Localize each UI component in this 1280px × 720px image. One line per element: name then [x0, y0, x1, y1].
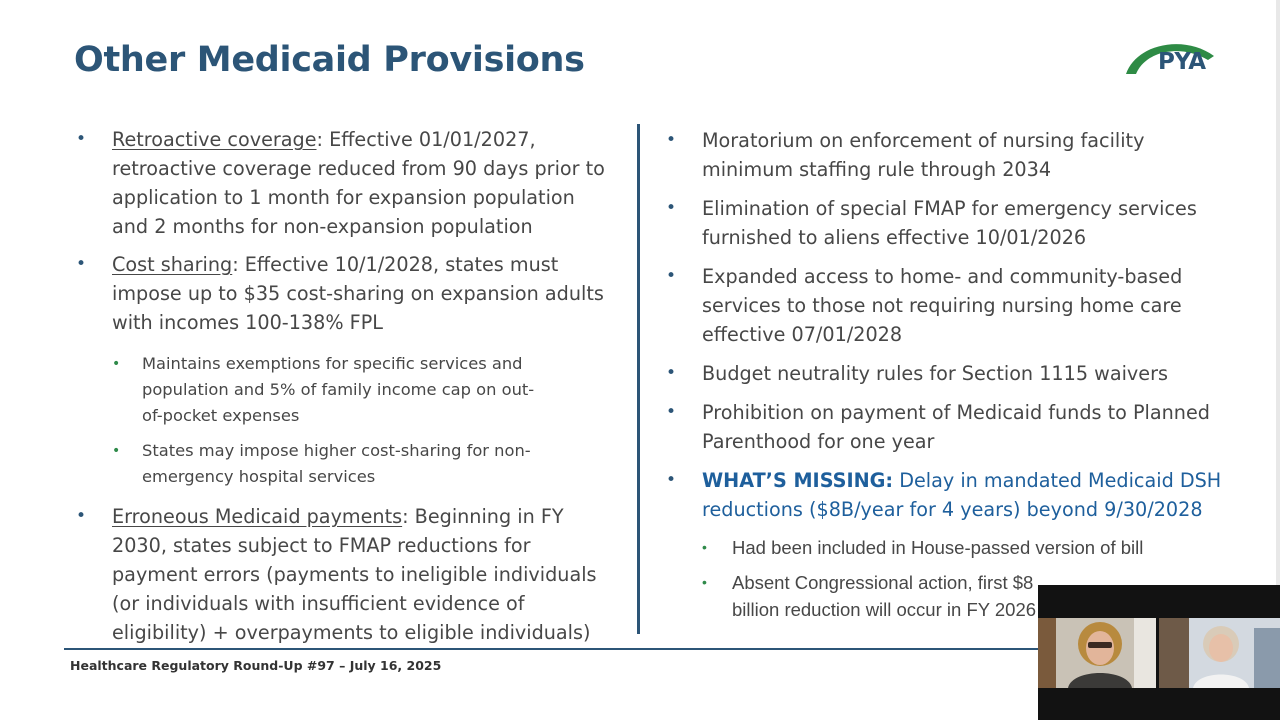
sub-item-text: Absent Congressional action, first $8 billion reduction will occur in FY 2026	[732, 572, 1037, 620]
slide-footer: Healthcare Regulatory Round-Up #97 – July 16, 2025	[70, 658, 442, 673]
item-label: Erroneous Medicaid payments	[112, 505, 403, 528]
footer-rule	[64, 648, 1038, 650]
list-item	[76, 125, 616, 241]
slide-title: Other Medicaid Provisions	[74, 40, 585, 80]
sub-item-text: Had been included in House-passed version of bill	[732, 537, 1144, 558]
item-text: : Effective 10/1/2028, states must impose up to $35 cost-sharing on expansion adults with incomes 100-138% FPL	[112, 253, 604, 334]
sub-bullet-icon: •	[702, 539, 707, 555]
bullet-icon: •	[666, 266, 677, 286]
item-text: Elimination of special FMAP for emergency services furnished to aliens effective 10/01/2026	[702, 197, 1197, 249]
logo-text: PYA	[1158, 49, 1206, 75]
bullet-icon: •	[76, 506, 87, 526]
bullet-icon: •	[666, 402, 677, 422]
bullet-icon: •	[76, 129, 87, 149]
video-call-overlay[interactable]	[1038, 585, 1280, 720]
sub-list-item	[702, 569, 1062, 623]
sub-bullet-icon: •	[112, 356, 121, 372]
item-text: Budget neutrality rules for Section 1115 waivers	[702, 362, 1168, 385]
sub-bullet-icon: •	[112, 443, 121, 459]
list-item	[76, 250, 616, 337]
item-text: Prohibition on payment of Medicaid funds to Planned Parenthood for one year	[702, 401, 1210, 453]
sub-list-item	[702, 534, 1226, 561]
list-item	[666, 126, 1226, 184]
item-text: : Beginning in FY 2030, states subject to FMAP reductions for payment errors (payments to ineligible individuals (or individuals with insufficient evidence of eligibility) + overpayments to eligible individuals)	[112, 505, 597, 644]
bullet-icon: •	[666, 198, 677, 218]
participant-tile[interactable]	[1038, 618, 1156, 688]
whats-missing-text: Delay in mandated Medicaid DSH reductions ($8B/year for 4 years) beyond 9/30/2028	[702, 469, 1222, 521]
bullet-icon: •	[666, 130, 677, 150]
participant-tile[interactable]	[1159, 618, 1280, 688]
list-item	[666, 262, 1226, 349]
video-participant-2-icon	[1159, 618, 1280, 688]
bullet-icon: •	[666, 363, 677, 383]
right-column	[666, 126, 1226, 631]
sub-item-text: Maintains exemptions for specific services and population and 5% of family income cap on out-of-pocket expenses	[142, 354, 535, 425]
item-label: Cost sharing	[112, 253, 233, 276]
list-item	[666, 194, 1226, 252]
video-participant-1-icon	[1038, 618, 1156, 688]
sub-list-item	[112, 438, 542, 490]
left-column	[76, 125, 616, 656]
bullet-icon: •	[76, 254, 87, 274]
whats-missing-label: WHAT’S MISSING:	[702, 469, 894, 492]
list-item	[666, 398, 1226, 456]
column-divider	[637, 124, 640, 634]
item-text: Moratorium on enforcement of nursing facility minimum staffing rule through 2034	[702, 129, 1145, 181]
sub-bullet-icon: •	[702, 574, 707, 590]
item-text: Expanded access to home- and community-based services to those not requiring nursing home care effective 07/01/2028	[702, 265, 1183, 346]
item-label: Retroactive coverage	[112, 128, 317, 151]
whats-missing-item	[666, 466, 1226, 524]
item-text: : Effective 01/01/2027, retroactive coverage reduced from 90 days prior to application to 1 month for expansion population and 2 months for non-expansion population	[112, 128, 605, 238]
list-item	[76, 502, 616, 647]
list-item	[666, 359, 1226, 388]
bullet-icon: •	[666, 470, 677, 490]
sub-list-item	[112, 351, 542, 429]
sub-item-text: States may impose higher cost-sharing for non-emergency hospital services	[142, 441, 531, 486]
